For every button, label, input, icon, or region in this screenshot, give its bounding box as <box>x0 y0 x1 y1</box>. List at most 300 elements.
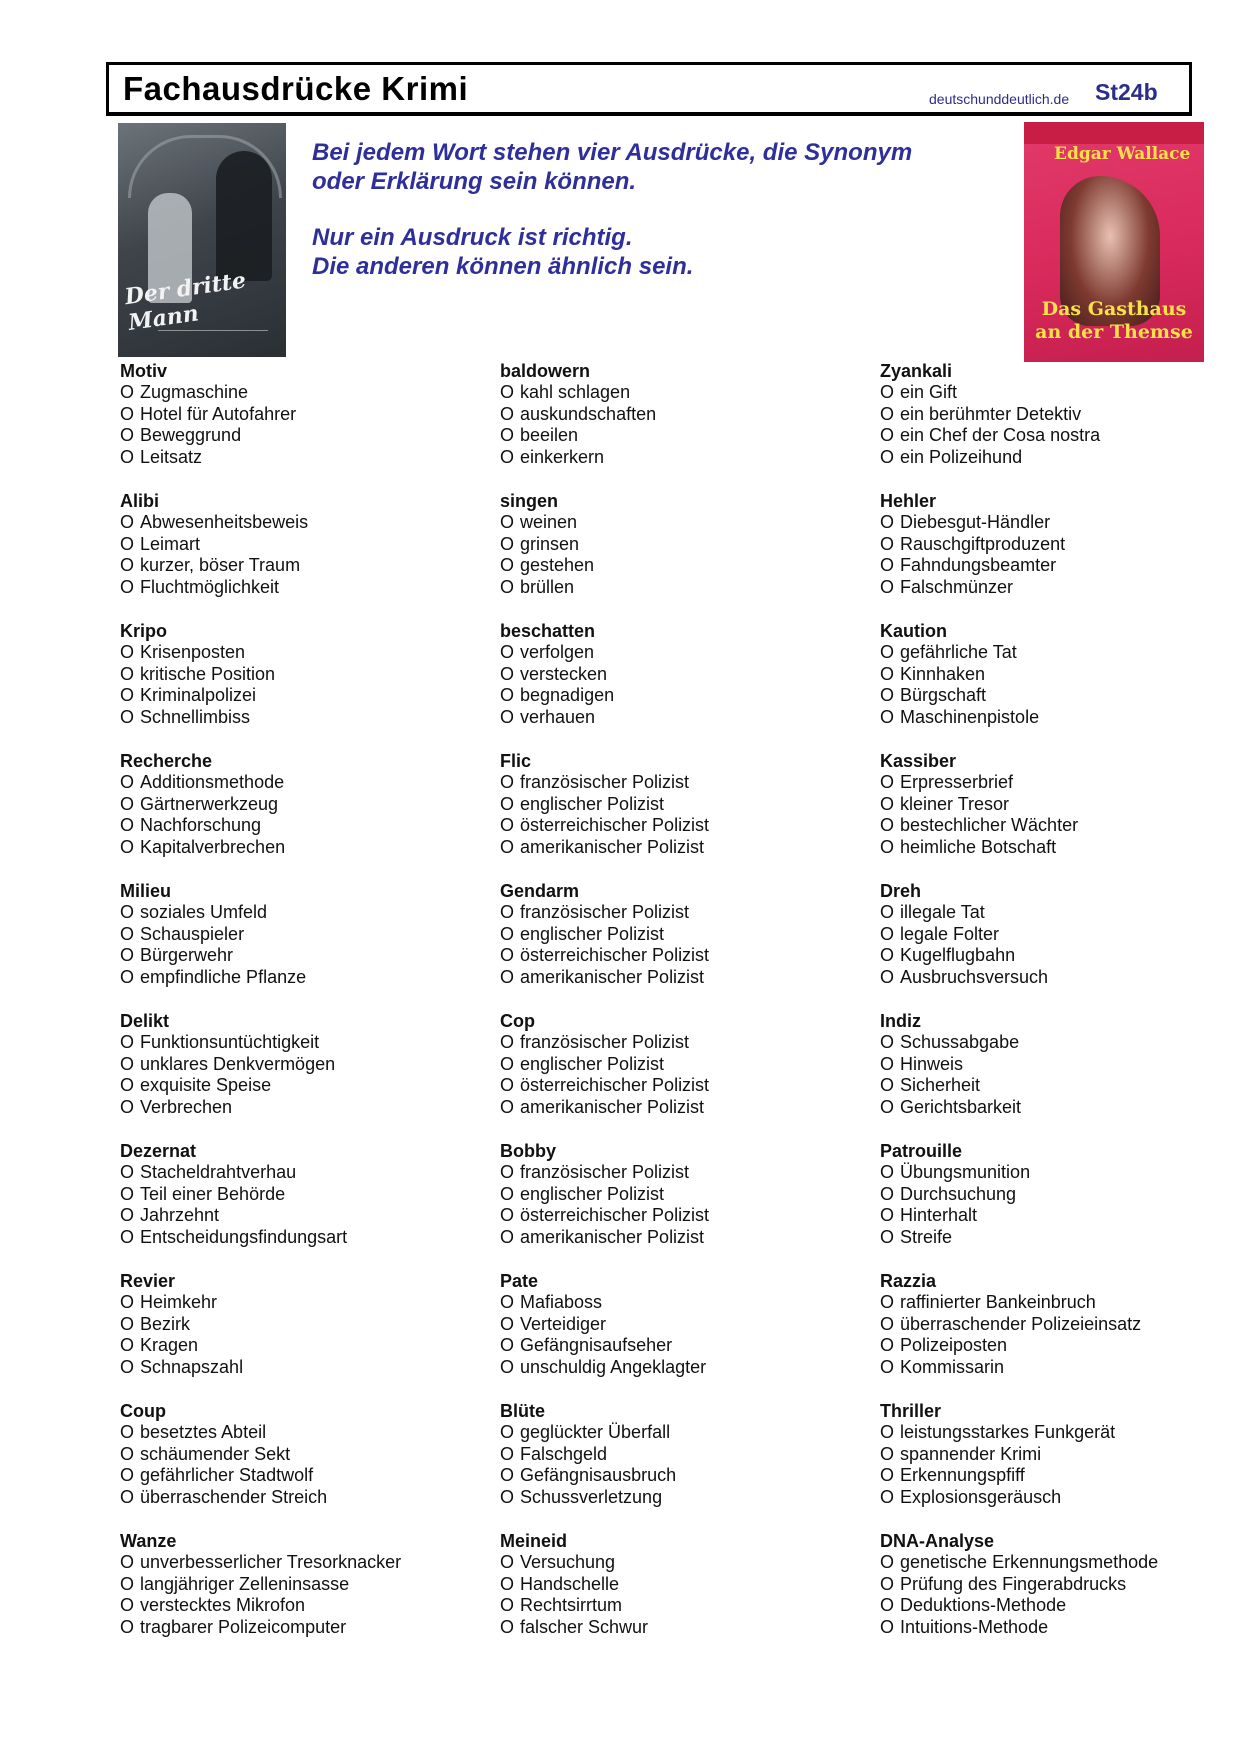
answer-circle-icon[interactable]: O <box>880 1292 895 1312</box>
answer-option[interactable] <box>880 1314 1240 1336</box>
answer-option[interactable] <box>880 382 1240 404</box>
answer-option-label: Sicherheit <box>900 1075 981 1096</box>
answer-option-label: bestechlicher Wächter <box>900 815 1079 836</box>
quiz-term: Flic <box>500 751 532 771</box>
answer-option[interactable] <box>500 447 870 469</box>
answer-option[interactable] <box>500 1552 870 1574</box>
answer-circle-icon[interactable]: O <box>880 447 895 468</box>
answer-circle-icon[interactable]: O <box>880 1313 895 1334</box>
answer-option[interactable] <box>120 1184 490 1206</box>
answer-option[interactable] <box>880 815 1240 837</box>
quiz-term: Wanze <box>120 1531 177 1551</box>
answer-option-label: ein berühmter Detektiv <box>900 403 1082 424</box>
answer-circle-icon[interactable]: O <box>500 1053 515 1074</box>
answer-circle-icon[interactable]: O <box>120 555 135 576</box>
answer-option[interactable] <box>120 1465 490 1487</box>
answer-option[interactable] <box>500 1184 870 1206</box>
quiz-term: Meineid <box>500 1531 568 1551</box>
answer-circle-icon[interactable]: O <box>120 1443 135 1464</box>
answer-circle-icon[interactable]: O <box>120 1162 135 1182</box>
answer-option[interactable] <box>120 577 490 599</box>
answer-circle-icon[interactable]: O <box>500 793 515 814</box>
answer-option[interactable] <box>500 1054 870 1076</box>
answer-circle-icon[interactable]: O <box>880 707 895 728</box>
answer-circle-icon[interactable]: O <box>120 1292 135 1312</box>
answer-option[interactable] <box>500 1335 870 1357</box>
answer-circle-icon[interactable]: O <box>120 837 135 858</box>
answer-circle-icon[interactable]: O <box>880 837 895 858</box>
answer-option[interactable] <box>880 1574 1240 1596</box>
answer-circle-icon[interactable]: O <box>120 945 135 966</box>
answer-circle-icon[interactable]: O <box>880 793 895 814</box>
answer-option[interactable] <box>500 555 870 577</box>
answer-circle-icon[interactable]: O <box>880 642 895 662</box>
answer-circle-icon[interactable]: O <box>500 1443 515 1464</box>
answer-circle-icon[interactable]: O <box>500 815 515 836</box>
answer-option[interactable] <box>500 642 870 664</box>
answer-option-label: französischer Polizist <box>520 1162 690 1182</box>
answer-option-label: tragbarer Polizeicomputer <box>140 1617 347 1638</box>
quiz-term: Motiv <box>120 361 167 381</box>
answer-option-label: englischer Polizist <box>520 1053 665 1074</box>
answer-circle-icon[interactable]: O <box>500 1097 515 1118</box>
quiz-term: Cop <box>500 1011 535 1031</box>
answer-option[interactable] <box>880 577 1240 599</box>
answer-circle-icon[interactable]: O <box>500 1292 515 1312</box>
answer-circle-icon[interactable]: O <box>880 815 895 836</box>
answer-option[interactable] <box>880 1227 1240 1249</box>
quiz-item <box>120 750 490 880</box>
answer-option[interactable] <box>500 1617 870 1639</box>
answer-circle-icon[interactable]: O <box>500 403 515 424</box>
answer-circle-icon[interactable]: O <box>500 1357 515 1378</box>
answer-circle-icon[interactable]: O <box>880 1075 895 1096</box>
answer-option[interactable] <box>880 1292 1240 1314</box>
answer-option-label: Gefängnisaufseher <box>520 1335 673 1356</box>
answer-option-label: englischer Polizist <box>520 1183 665 1204</box>
answer-option-label: gefährlicher Stadtwolf <box>140 1465 314 1486</box>
answer-circle-icon[interactable]: O <box>500 447 515 468</box>
answer-circle-icon[interactable]: O <box>880 577 895 598</box>
answer-option[interactable] <box>880 967 1240 989</box>
answer-option[interactable] <box>120 1162 490 1184</box>
answer-option[interactable] <box>500 1595 870 1617</box>
answer-circle-icon[interactable]: O <box>500 1205 515 1226</box>
answer-circle-icon[interactable]: O <box>880 772 895 792</box>
answer-option[interactable] <box>880 707 1240 729</box>
answer-circle-icon[interactable]: O <box>880 555 895 576</box>
answer-option[interactable] <box>880 555 1240 577</box>
answer-circle-icon[interactable]: O <box>120 1465 135 1486</box>
answer-circle-icon[interactable]: O <box>120 815 135 836</box>
answer-circle-icon[interactable]: O <box>880 1183 895 1204</box>
answer-circle-icon[interactable]: O <box>500 1032 515 1052</box>
answer-option[interactable] <box>880 794 1240 816</box>
answer-circle-icon[interactable]: O <box>500 837 515 858</box>
answer-circle-icon[interactable]: O <box>880 1552 895 1572</box>
answer-option[interactable] <box>500 1574 870 1596</box>
answer-circle-icon[interactable]: O <box>500 512 515 532</box>
answer-circle-icon[interactable]: O <box>120 1032 135 1052</box>
answer-option[interactable] <box>120 1097 490 1119</box>
answer-option[interactable] <box>500 967 870 989</box>
answer-option[interactable] <box>120 425 490 447</box>
answer-circle-icon[interactable]: O <box>880 902 895 922</box>
answer-option[interactable] <box>880 902 1240 924</box>
answer-circle-icon[interactable]: O <box>880 533 895 554</box>
answer-circle-icon[interactable]: O <box>500 1313 515 1334</box>
answer-option[interactable] <box>500 1227 870 1249</box>
answer-circle-icon[interactable]: O <box>120 663 135 684</box>
answer-circle-icon[interactable]: O <box>500 425 515 446</box>
answer-option[interactable] <box>120 664 490 686</box>
answer-option[interactable] <box>880 1422 1240 1444</box>
answer-option[interactable] <box>120 945 490 967</box>
answer-option[interactable] <box>120 555 490 577</box>
answer-circle-icon[interactable]: O <box>880 945 895 966</box>
answer-option[interactable] <box>880 512 1240 534</box>
answer-circle-icon[interactable]: O <box>880 1617 895 1638</box>
answer-circle-icon[interactable]: O <box>500 1595 515 1616</box>
quiz-item <box>880 750 1240 880</box>
answer-circle-icon[interactable]: O <box>120 1075 135 1096</box>
answer-option[interactable] <box>120 1205 490 1227</box>
answer-option-label: Abwesenheitsbeweis <box>140 512 309 532</box>
answer-circle-icon[interactable]: O <box>880 382 895 402</box>
answer-option-label: unschuldig Angeklagter <box>520 1357 707 1378</box>
answer-circle-icon[interactable]: O <box>880 1595 895 1616</box>
answer-option[interactable] <box>120 924 490 946</box>
answer-option[interactable] <box>880 685 1240 707</box>
answer-circle-icon[interactable]: O <box>120 533 135 554</box>
answer-circle-icon[interactable]: O <box>880 663 895 684</box>
answer-option[interactable] <box>120 1292 490 1314</box>
answer-option[interactable] <box>120 1422 490 1444</box>
answer-circle-icon[interactable]: O <box>500 1075 515 1096</box>
answer-circle-icon[interactable]: O <box>120 685 135 706</box>
instructions <box>312 138 972 308</box>
answer-option[interactable] <box>880 1184 1240 1206</box>
quiz-column-3 <box>880 360 1240 1660</box>
quiz-term: Bobby <box>500 1141 556 1161</box>
poster-der-dritte-mann <box>118 123 286 357</box>
answer-circle-icon[interactable]: O <box>120 1097 135 1118</box>
answer-option[interactable] <box>880 404 1240 426</box>
answer-circle-icon[interactable]: O <box>500 1335 515 1356</box>
quiz-item <box>500 360 870 490</box>
answer-option[interactable] <box>120 902 490 924</box>
quiz-term: Milieu <box>120 881 172 901</box>
answer-option-label: österreichischer Polizist <box>520 1075 710 1096</box>
answer-option[interactable] <box>120 794 490 816</box>
answer-circle-icon[interactable]: O <box>880 1227 895 1248</box>
answer-circle-icon[interactable]: O <box>500 902 515 922</box>
answer-option[interactable] <box>500 837 870 859</box>
answer-option[interactable] <box>120 1444 490 1466</box>
answer-circle-icon[interactable]: O <box>880 1097 895 1118</box>
answer-option[interactable] <box>880 1595 1240 1617</box>
answer-option[interactable] <box>880 924 1240 946</box>
answer-circle-icon[interactable]: O <box>500 923 515 944</box>
answer-option[interactable] <box>880 1054 1240 1076</box>
answer-option-label: verhauen <box>520 707 596 728</box>
answer-circle-icon[interactable]: O <box>120 642 135 662</box>
answer-option[interactable] <box>120 382 490 404</box>
answer-circle-icon[interactable]: O <box>120 403 135 424</box>
quiz-item <box>880 490 1240 620</box>
answer-option-label: Kugelflugbahn <box>900 945 1016 966</box>
answer-option[interactable] <box>500 577 870 599</box>
answer-circle-icon[interactable]: O <box>880 1205 895 1226</box>
answer-option[interactable] <box>500 772 870 794</box>
answer-circle-icon[interactable]: O <box>120 793 135 814</box>
answer-option-label: Leitsatz <box>140 447 203 468</box>
answer-option[interactable] <box>880 1444 1240 1466</box>
answer-circle-icon[interactable]: O <box>120 1617 135 1638</box>
answer-option[interactable] <box>880 642 1240 664</box>
answer-option-label: weinen <box>520 512 578 532</box>
answer-circle-icon[interactable]: O <box>880 403 895 424</box>
answer-circle-icon[interactable]: O <box>500 707 515 728</box>
answer-option-label: Hotel für Autofahrer <box>140 403 297 424</box>
answer-circle-icon[interactable]: O <box>120 1573 135 1594</box>
answer-option[interactable] <box>880 1465 1240 1487</box>
answer-option[interactable] <box>500 815 870 837</box>
answer-option[interactable] <box>880 534 1240 556</box>
answer-option[interactable] <box>500 1487 870 1509</box>
answer-option[interactable] <box>120 404 490 426</box>
answer-circle-icon[interactable]: O <box>500 382 515 402</box>
answer-option[interactable] <box>120 967 490 989</box>
answer-option[interactable] <box>500 1357 870 1379</box>
answer-option[interactable] <box>500 512 870 534</box>
answer-circle-icon[interactable]: O <box>880 1465 895 1486</box>
answer-option[interactable] <box>500 685 870 707</box>
answer-option-label: illegale Tat <box>900 902 985 922</box>
answer-option[interactable] <box>880 1032 1240 1054</box>
answer-circle-icon[interactable]: O <box>500 1162 515 1182</box>
answer-option-label: Gerichtsbarkeit <box>900 1097 1022 1118</box>
answer-circle-icon[interactable]: O <box>880 1053 895 1074</box>
answer-option-label: Hinweis <box>900 1053 964 1074</box>
answer-option[interactable] <box>880 1205 1240 1227</box>
answer-option-label: brüllen <box>520 577 575 598</box>
answer-option[interactable] <box>880 1162 1240 1184</box>
answer-option[interactable] <box>500 794 870 816</box>
answer-circle-icon[interactable]: O <box>120 425 135 446</box>
answer-circle-icon[interactable]: O <box>880 1032 895 1052</box>
answer-option[interactable] <box>500 1097 870 1119</box>
answer-circle-icon[interactable]: O <box>880 967 895 988</box>
answer-circle-icon[interactable]: O <box>500 1487 515 1508</box>
answer-option[interactable] <box>120 642 490 664</box>
answer-circle-icon[interactable]: O <box>120 967 135 988</box>
answer-option[interactable] <box>500 534 870 556</box>
quiz-column-1 <box>120 360 490 1660</box>
quiz-term: Indiz <box>880 1011 921 1031</box>
answer-option-label: amerikanischer Polizist <box>520 967 705 988</box>
answer-option-label: Kommissarin <box>900 1357 1005 1378</box>
answer-option[interactable] <box>880 664 1240 686</box>
answer-circle-icon[interactable]: O <box>880 1487 895 1508</box>
site-link[interactable]: deutschunddeutlich.de <box>929 91 1070 107</box>
answer-option[interactable] <box>120 447 490 469</box>
quiz-term: singen <box>500 491 559 511</box>
answer-option[interactable] <box>500 404 870 426</box>
answer-option-label: Rechtsirrtum <box>520 1595 623 1616</box>
answer-circle-icon[interactable]: O <box>120 1205 135 1226</box>
answer-option-label: Krisenposten <box>140 642 246 662</box>
answer-circle-icon[interactable]: O <box>500 1183 515 1204</box>
answer-option[interactable] <box>880 772 1240 794</box>
answer-circle-icon[interactable]: O <box>500 577 515 598</box>
answer-circle-icon[interactable]: O <box>880 512 895 532</box>
answer-option[interactable] <box>500 425 870 447</box>
answer-circle-icon[interactable]: O <box>120 1357 135 1378</box>
quiz-term: Kripo <box>120 621 167 641</box>
answer-option[interactable] <box>120 1617 490 1639</box>
answer-option[interactable] <box>120 1227 490 1249</box>
answer-option[interactable] <box>880 837 1240 859</box>
answer-option[interactable] <box>880 1357 1240 1379</box>
answer-option[interactable] <box>880 425 1240 447</box>
answer-option[interactable] <box>120 534 490 556</box>
answer-option[interactable] <box>880 1552 1240 1574</box>
answer-option[interactable] <box>120 707 490 729</box>
answer-option[interactable] <box>880 1617 1240 1639</box>
answer-circle-icon[interactable]: O <box>120 1335 135 1356</box>
answer-circle-icon[interactable]: O <box>120 707 135 728</box>
answer-circle-icon[interactable]: O <box>880 1162 895 1182</box>
answer-circle-icon[interactable]: O <box>500 1422 515 1442</box>
quiz-column-2 <box>500 360 870 1660</box>
answer-circle-icon[interactable]: O <box>880 1357 895 1378</box>
answer-option[interactable] <box>500 924 870 946</box>
answer-circle-icon[interactable]: O <box>880 1573 895 1594</box>
answer-option[interactable] <box>500 1162 870 1184</box>
answer-circle-icon[interactable]: O <box>500 663 515 684</box>
answer-option-label: Verteidiger <box>520 1313 607 1334</box>
answer-circle-icon[interactable]: O <box>500 533 515 554</box>
answer-option[interactable] <box>880 447 1240 469</box>
instructions-paragraph-2 <box>312 223 972 281</box>
answer-circle-icon[interactable]: O <box>120 1053 135 1074</box>
answer-option[interactable] <box>500 707 870 729</box>
answer-option[interactable] <box>880 1487 1240 1509</box>
answer-option-label: österreichischer Polizist <box>520 815 710 836</box>
answer-option[interactable] <box>120 815 490 837</box>
answer-option[interactable] <box>880 1335 1240 1357</box>
answer-option[interactable] <box>500 1205 870 1227</box>
answer-circle-icon[interactable]: O <box>120 382 135 402</box>
answer-option[interactable] <box>500 1444 870 1466</box>
answer-circle-icon[interactable]: O <box>500 967 515 988</box>
answer-circle-icon[interactable]: O <box>500 1573 515 1594</box>
answer-circle-icon[interactable]: O <box>120 1313 135 1334</box>
answer-option[interactable] <box>120 1574 490 1596</box>
answer-circle-icon[interactable]: O <box>120 902 135 922</box>
poster-shadow-figure <box>216 151 272 281</box>
answer-option[interactable] <box>500 1075 870 1097</box>
answer-option[interactable] <box>880 945 1240 967</box>
answer-option[interactable] <box>880 1097 1240 1119</box>
answer-option-label: Heimkehr <box>140 1292 218 1312</box>
answer-circle-icon[interactable]: O <box>120 1552 135 1572</box>
quiz-item <box>120 880 490 1010</box>
answer-option[interactable] <box>500 1032 870 1054</box>
answer-option[interactable] <box>120 772 490 794</box>
answer-circle-icon[interactable]: O <box>120 1595 135 1616</box>
answer-circle-icon[interactable]: O <box>500 1227 515 1248</box>
answer-circle-icon[interactable]: O <box>120 447 135 468</box>
answer-option[interactable] <box>120 685 490 707</box>
answer-circle-icon[interactable]: O <box>880 923 895 944</box>
answer-option-label: Kinnhaken <box>900 663 986 684</box>
answer-option-label: Kragen <box>140 1335 199 1356</box>
answer-option[interactable] <box>500 902 870 924</box>
answer-option[interactable] <box>120 1552 490 1574</box>
answer-circle-icon[interactable]: O <box>120 923 135 944</box>
answer-circle-icon[interactable]: O <box>500 685 515 706</box>
answer-option-label: englischer Polizist <box>520 923 665 944</box>
answer-option[interactable] <box>500 1292 870 1314</box>
answer-option[interactable] <box>500 945 870 967</box>
answer-option[interactable] <box>120 1595 490 1617</box>
answer-circle-icon[interactable]: O <box>880 1443 895 1464</box>
answer-circle-icon[interactable]: O <box>880 1422 895 1442</box>
answer-circle-icon[interactable]: O <box>500 945 515 966</box>
answer-option[interactable] <box>120 1357 490 1379</box>
answer-circle-icon[interactable]: O <box>500 1552 515 1572</box>
quiz-term: Gendarm <box>500 881 580 901</box>
answer-circle-icon[interactable]: O <box>880 1335 895 1356</box>
answer-option[interactable] <box>500 664 870 686</box>
answer-circle-icon[interactable]: O <box>120 772 135 792</box>
answer-option-label: Erkennungspfiff <box>900 1465 1025 1486</box>
answer-option-label: besetztes Abteil <box>140 1422 267 1442</box>
answer-option-label: Schussverletzung <box>520 1487 663 1508</box>
answer-option[interactable] <box>120 1054 490 1076</box>
answer-option[interactable] <box>120 1335 490 1357</box>
answer-option-label: spannender Krimi <box>900 1443 1042 1464</box>
answer-option[interactable] <box>120 1487 490 1509</box>
answer-option[interactable] <box>880 1075 1240 1097</box>
answer-circle-icon[interactable]: O <box>120 1183 135 1204</box>
answer-circle-icon[interactable]: O <box>880 425 895 446</box>
answer-circle-icon[interactable]: O <box>120 1422 135 1442</box>
answer-option[interactable] <box>500 1422 870 1444</box>
answer-circle-icon[interactable]: O <box>500 642 515 662</box>
answer-option-label: geglückter Überfall <box>520 1422 671 1442</box>
answer-option[interactable] <box>120 1314 490 1336</box>
answer-circle-icon[interactable]: O <box>500 1617 515 1638</box>
answer-option[interactable] <box>500 382 870 404</box>
answer-option[interactable] <box>120 512 490 534</box>
answer-circle-icon[interactable]: O <box>120 1227 135 1248</box>
answer-circle-icon[interactable]: O <box>500 555 515 576</box>
answer-option[interactable] <box>120 1032 490 1054</box>
answer-circle-icon[interactable]: O <box>120 1487 135 1508</box>
answer-option[interactable] <box>120 837 490 859</box>
answer-circle-icon[interactable]: O <box>120 512 135 532</box>
answer-option[interactable] <box>120 1075 490 1097</box>
answer-circle-icon[interactable]: O <box>500 772 515 792</box>
answer-circle-icon[interactable]: O <box>500 1465 515 1486</box>
answer-option[interactable] <box>500 1314 870 1336</box>
answer-circle-icon[interactable]: O <box>880 685 895 706</box>
answer-option[interactable] <box>500 1465 870 1487</box>
answer-circle-icon[interactable]: O <box>120 577 135 598</box>
